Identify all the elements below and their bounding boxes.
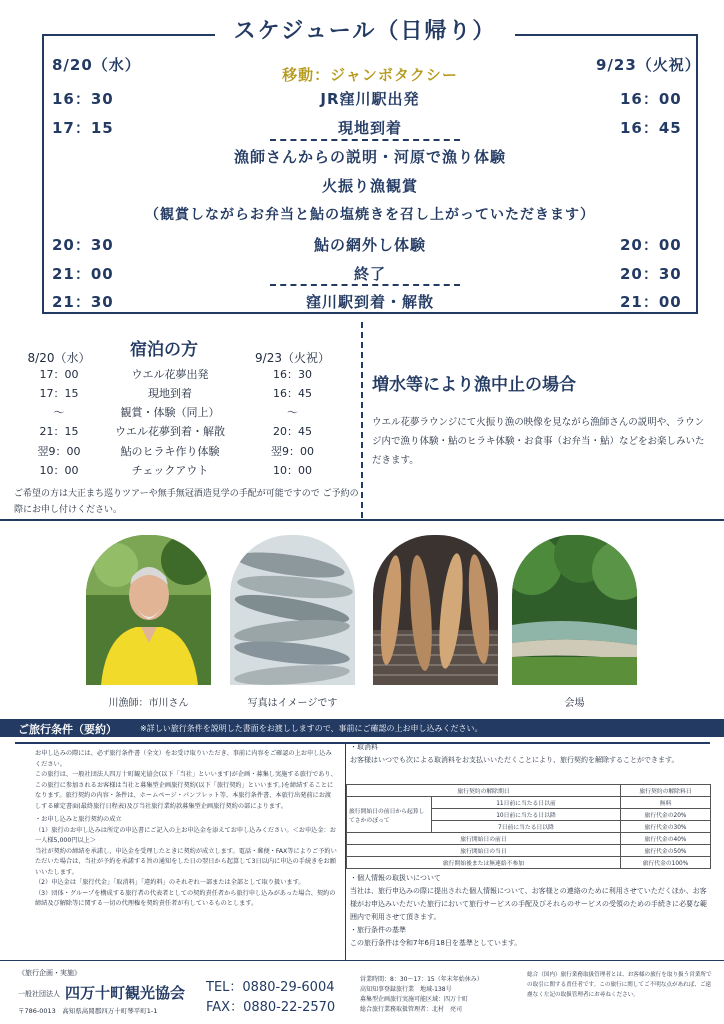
cancel-case-body: ウエル花夢ラウンジにて火振り漁の映像を見ながら漁師さんの説明や、ラウンジ内で漁り体験・鮎のヒラキ体験・お食事（お弁当・鮎）などをお楽しみいただきます。 xyxy=(372,417,705,466)
fish-caption: 写真はイメージです xyxy=(247,698,338,709)
table-cell: 旅行代金の40% xyxy=(620,833,710,845)
conditions-paragraph: （2）申込金は「旅行代金」「取消料」「違約料」のそれぞれ一部または全部として取り扱います。 xyxy=(35,879,305,886)
table-cell: 旅行代金の20% xyxy=(620,809,710,821)
cancel-fee-table xyxy=(346,784,711,869)
operating-area: 募集型企画旅行実施可能区域：四万十町 xyxy=(360,996,469,1003)
overnight-date-right: 9/23（火祝） xyxy=(255,351,330,365)
overnight-item: チェックアウト xyxy=(131,464,209,477)
overnight-time-right: 16：45 xyxy=(273,387,312,400)
grilled-fish-photo xyxy=(373,535,498,685)
schedule-time-right: 20：30 xyxy=(620,265,682,283)
cancel-case-title: 増水等により漁中止の場合 xyxy=(372,375,576,395)
overnight-time-right: 10：00 xyxy=(273,464,312,477)
schedule-item: JR窪川駅出発 xyxy=(320,90,420,108)
section-divider-vertical xyxy=(361,322,363,518)
org-name: 四万十町観光協会 xyxy=(65,984,186,1002)
table-cell: 10日前に当たる日以降 xyxy=(432,809,621,821)
registration-number: 高知知事登録旅行業 地域-138号 xyxy=(360,986,452,993)
footer-rule xyxy=(0,960,724,961)
schedule-time-left: 21：30 xyxy=(52,293,114,311)
overnight-time-left: 翌9：00 xyxy=(37,445,81,458)
table-cell: 旅行代金の100% xyxy=(620,857,710,869)
schedule-title: スケジュール（日帰り） xyxy=(215,14,515,45)
overnight-time-left: 10：00 xyxy=(39,464,79,477)
schedule-item: 現地到着 xyxy=(337,119,402,137)
overnight-time-right: 〜 xyxy=(287,406,298,419)
overnight-time-right: 翌9：00 xyxy=(271,445,314,458)
table-cell: 7日前に当たる日以降 xyxy=(432,821,621,833)
overnight-item: 現地到着 xyxy=(148,387,192,400)
schedule-item: 漁師さんからの説明・河原で漁り体験 xyxy=(233,148,506,166)
table-cell: 旅行開始後または無連絡不参加 xyxy=(347,857,621,869)
fisherman-caption: 川漁師：市川さん xyxy=(108,698,189,709)
conditions-paragraph: この旅行は、一般社団法人四万十町観光協会(以下「当社」といいます)が企画・募集し実施する旅行であり、この旅行に参加されるお客様は当社と募集型企画旅行契約(以下「旅行契約」といいます。)を締結することになります。旅行契約の内容・条件は、ホームページ・パンフレット等、本旅行条件書、本旅行出発前にお渡しする確定書面(最終旅行日程表)及び当社旅行業約款募集型企画旅行契約の部によります。 xyxy=(35,771,337,810)
org-prefix: 一般社団法人 xyxy=(18,990,60,998)
schedule-date-right: 9/23（火祝） xyxy=(596,56,701,74)
schedule-item: 火振り漁観賞 xyxy=(321,177,418,195)
overnight-time-left: 〜 xyxy=(53,406,65,419)
conditions-heading: ・お申し込みと旅行契約の成立 xyxy=(35,816,122,823)
manager-notice: 総合（国内）旅行業務取扱管理者とは、お客様の旅行を取り扱う営業所での取引に関する責任者です。この旅行に関してご不明な点があれば、ご遠慮なく左記の取扱管理者にお尋ねください。 xyxy=(527,972,712,998)
overnight-item: ウエル花夢到着・解散 xyxy=(115,425,225,438)
schedule-time-right: 16：00 xyxy=(620,90,682,108)
cancel-fee-title: ・取消料 xyxy=(350,743,378,751)
overnight-note: ご希望の方は大正まち巡りツアーや無手無冠酒造見学の手配が可能ですので ご予約の際にお申し付けください。 xyxy=(14,489,359,515)
schedule-item: （観賞しながらお弁当と鮎の塩焼きを召し上がっていただきます） xyxy=(145,207,595,223)
planner-label: 《旅行企画・実施》 xyxy=(18,969,81,977)
overnight-time-left: 17：00 xyxy=(39,368,79,381)
basis-title: ・旅行条件の基準 xyxy=(350,926,406,934)
schedule-item: 終了 xyxy=(353,265,386,283)
schedule-item: 鮎の網外し体験 xyxy=(313,236,426,254)
cancel-fee-text: お客様はいつでも次による取消料をお支払いいただくことにより、旅行契約を解除することができます。 xyxy=(350,756,679,764)
schedule-time-left: 17：15 xyxy=(52,119,114,137)
overnight-time-right: 20：45 xyxy=(273,425,312,438)
privacy-text: 当社は、旅行申込みの際に提出された個人情報について、お客様との連絡のために利用させていただくほか、お客様がお申込みいただいた旅行において旅行サービスの手配及びそれらのサービスの受領のための手続きに必要な範囲内で利用させて頂きます。 xyxy=(350,887,707,921)
schedule-time-right: 16：45 xyxy=(620,119,682,137)
overnight-time-right: 16：30 xyxy=(273,368,312,381)
schedule-date-left: 8/20（水） xyxy=(52,56,141,74)
overnight-item: ウエル花夢出発 xyxy=(131,368,209,381)
table-cell: 旅行開始日の当日 xyxy=(347,845,621,857)
schedule-transport: 移動：ジャンボタクシー xyxy=(282,66,458,84)
schedule-time-left: 21：00 xyxy=(52,265,114,283)
table-group-label: 旅行開始日の前日から起算してさかのぼって xyxy=(347,797,432,833)
table-cell: 無料 xyxy=(620,797,710,809)
tel-number: TEL：0880-29-6004 xyxy=(206,980,335,995)
section-divider xyxy=(0,519,724,521)
privacy-title: ・個人情報の取扱いについて xyxy=(350,874,441,882)
org-address: 〒786-0013 高知県高岡郡四万十町琴平町1-1 xyxy=(18,1007,158,1015)
venue-photo xyxy=(512,535,637,685)
table-cell: 旅行開始日の前日 xyxy=(347,833,621,845)
table-cell: 旅行代金の50% xyxy=(620,845,710,857)
table-cell: 11日前に当たる日以前 xyxy=(432,797,621,809)
table-header: 旅行契約の解除期日 xyxy=(347,785,621,797)
basis-text: この旅行条件は令和7年6月18日を基準としています。 xyxy=(350,939,522,947)
fish-photo xyxy=(230,535,355,685)
overnight-time-left: 21：15 xyxy=(39,425,79,438)
overnight-item: 観賞・体験（同上） xyxy=(120,406,220,419)
conditions-left-rule xyxy=(15,742,345,744)
conditions-intro: お申し込みの際には、必ず旅行条件書（全文）をお受け取りいただき、事前に内容をご確認の上お申し込みください。 xyxy=(35,750,332,768)
overnight-time-left: 17：15 xyxy=(39,387,79,400)
schedule-time-left: 16：30 xyxy=(52,90,114,108)
conditions-paragraph: （1）旅行のお申し込みは所定の申込書にご記入の上お申込金を添えてお申し込みください。＜お申込金：お一人様5,000円以上＞ xyxy=(35,826,336,844)
schedule-time-right: 20：00 xyxy=(620,236,682,254)
fisherman-photo xyxy=(86,535,211,685)
travel-manager: 総合旅行業務取扱管理者：北村 亮司 xyxy=(360,1006,463,1013)
fax-number: FAX：0880-22-2570 xyxy=(206,1000,336,1015)
table-header: 旅行契約の解除料日 xyxy=(620,785,710,797)
overnight-date-left: 8/20（水） xyxy=(27,351,91,365)
conditions-paragraph: 当社が契約の締結を承諾し、申込金を受理したときに契約が成立します。電話・郵便・FAX等によりご予約いただいた場合は、当社が予約を承諾する旨の通知をした日の翌日から起算して3日以内に申込の手続きをお願いいたします。 xyxy=(35,847,337,876)
schedule-time-left: 20：30 xyxy=(52,236,114,254)
venue-caption: 会場 xyxy=(564,698,585,709)
schedule-divider xyxy=(270,284,460,286)
office-hours: 営業時間：8：30〜17：15（年末年始休み） xyxy=(360,976,483,983)
schedule-item: 窪川駅到着・解散 xyxy=(305,293,434,311)
conditions-title: ご旅行条件（要約） xyxy=(18,723,117,736)
conditions-paragraph: （3）団体・グループを構成する旅行者の代表者としての契約責任者から旅行申し込みがあった場合、契約の締結及び解除等に関する一切の代理権を契約責任者が有しているものとします。 xyxy=(35,889,336,907)
overnight-item: 鮎のヒラキ作り体験 xyxy=(120,445,220,458)
schedule-divider xyxy=(270,139,460,141)
overnight-title: 宿泊の方 xyxy=(130,340,198,360)
conditions-subtitle: ※詳しい旅行条件を説明した書面をお渡ししますので、事前にご確認の上お申し込みください。 xyxy=(140,724,483,733)
schedule-time-right: 21：00 xyxy=(620,293,682,311)
table-cell: 旅行代金の30% xyxy=(620,821,710,833)
